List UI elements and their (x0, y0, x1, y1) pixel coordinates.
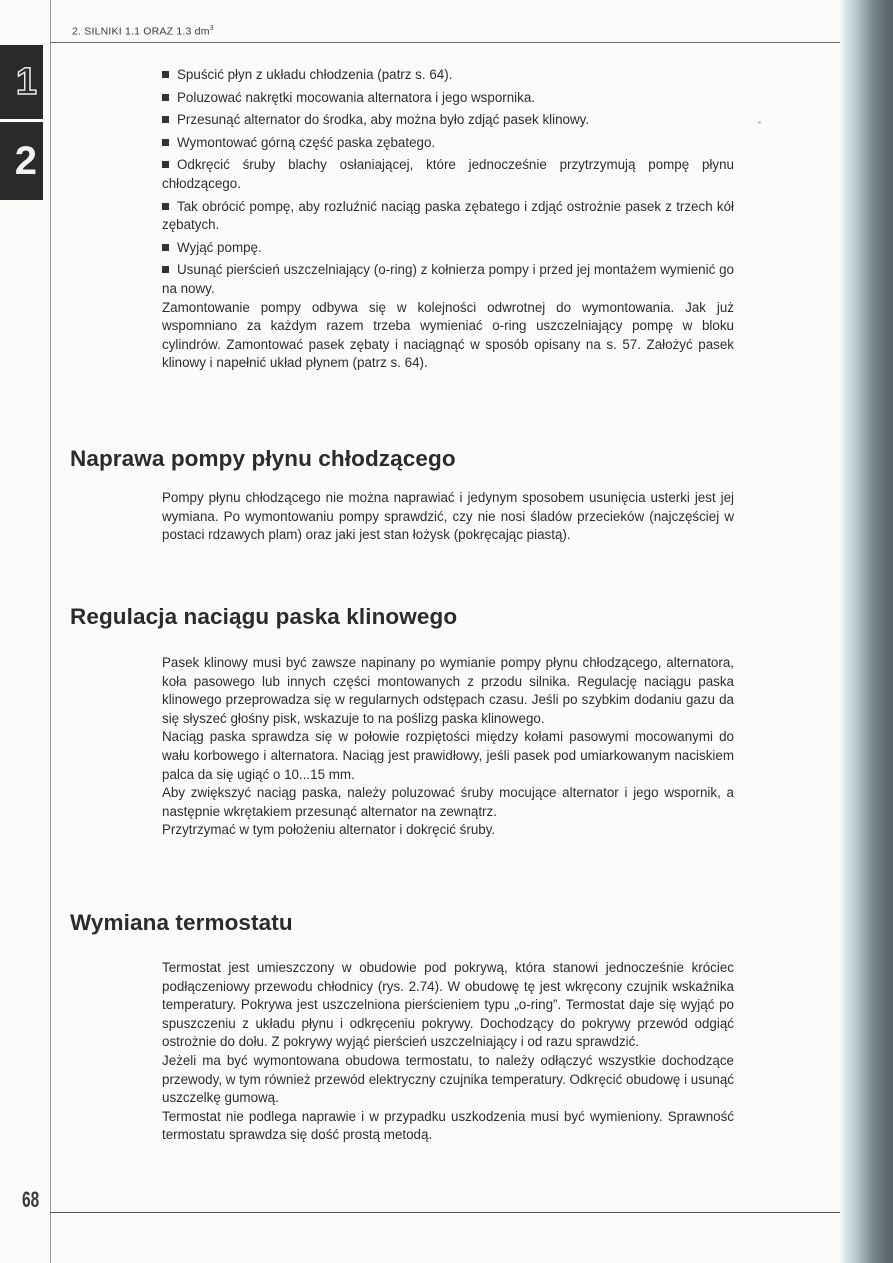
running-title: 2. SILNIKI 1.1 ORAZ 1.3 dm (72, 25, 210, 38)
square-bullet-icon (162, 161, 169, 168)
list-item-text: Usunąć pierścień uszczelniający (o-ring) z kołnierza pompy i przed jej montażem wymienić go na nowy. (162, 262, 734, 296)
list-item (162, 134, 734, 153)
print-speck (758, 121, 761, 124)
section-heading: Wymiana termostatu (70, 910, 293, 935)
paragraph: Naciąg paska sprawdza się w połowie rozpiętości między kołami pasowymi mocowanymi do wału korbowego i alternatora. Naciąg jest prawidłowy, jeśli pasek pod umiarkowanym naciskiem palca da się ugiąć o 10...15 mm. (162, 729, 734, 782)
page-number: 68 (22, 1187, 40, 1212)
list-item (162, 66, 734, 85)
chapter-tab-1 (0, 45, 43, 119)
intro-steps (162, 66, 734, 373)
footer-rule (50, 1212, 840, 1213)
section-heading: Regulacja naciągu paska klinowego (70, 604, 458, 629)
list-item-text: Tak obrócić pompę, aby rozluźnić naciąg paska zębatego i zdjąć ostrożnie pasek z trzech kół zębatych. (162, 198, 734, 233)
list-item (162, 261, 734, 298)
list-item-text: Poluzować nakrętki mocowania alternatora i jego wspornika. (177, 89, 536, 105)
list-item (162, 89, 734, 108)
paragraph: Aby zwiększyć naciąg paska, należy poluzować śruby mocujące alternator i jego wspornik, a następnie wkrętakiem przesunąć alternator na zewnątrz. (162, 785, 734, 819)
list-item-text: Przesunąć alternator do środka, aby można było zdjąć pasek klinowy. (177, 112, 590, 128)
paragraph: Pompy płynu chłodzącego nie można naprawiać i jedynym sposobem usunięcia usterki jest jej wymiana. Po wymontowaniu pompy sprawdzić, czy nie nosi śladów przecieków (najczęściej w postaci rdzawych plam) oraz jaki jest stan łożysk (pokręcając piastą). (162, 490, 734, 543)
book-binding-shadow (840, 0, 893, 1263)
binding-margin-line (50, 0, 51, 1263)
square-bullet-icon (162, 244, 169, 251)
list-item-text: Odkręcić śruby blachy osłaniającej, które jednocześnie przytrzymują pompę płynu chłodzącego. (162, 157, 734, 191)
section-body (162, 959, 734, 1145)
chapter-tab-label: 1 (15, 60, 37, 103)
intro-paragraph: Zamontowanie pompy odbywa się w kolejności odwrotnej do wymontowania. Jak już wspomniano za każdym razem trzeba wymieniać o-ring uszczelniający pompę w bloku cylindrów. Zamontować pasek zębaty i naciągnąć w sposób opisany na s. 57. Założyć pasek klinowy i napełnić układ płynem (patrz s. 64). (162, 299, 734, 371)
paragraph: Przytrzymać w tym położeniu alternator i dokręcić śruby. (162, 822, 496, 838)
paragraph: Termostat jest umieszczony w obudowie pod pokrywą, która stanowi jednocześnie króciec podłączeniowy przewodu chłodnicy (rys. 2.74). W obudowę tę jest wkręcony czujnik wskaźnika temperatury. Pokrywa jest uszczelniona pierścieniem typu „o-ring”. Termostat daje się wyjąć po spuszczeniu z układu płynu i odkręceniu pokrywy. Dochodzący do pokrywy przewód odgiąć ostrożnie do dołu. Z pokrywy wyjąć pierścień uszczelniający i od razu sprawdzić. (162, 960, 734, 1050)
paragraph: Termostat nie podlega naprawie i w przypadku uszkodzenia musi być wymieniony. Sprawność termostatu sprawdza się dość prostą metodą. (162, 1108, 734, 1143)
list-item-text: Wymontować górną część paska zębatego. (177, 134, 436, 150)
list-item (162, 198, 734, 235)
section-body (162, 654, 734, 840)
list-item (162, 111, 734, 130)
list-item-text: Spuścić płyn z układu chłodzenia (patrz s. 64). (177, 67, 453, 82)
square-bullet-icon (162, 139, 169, 146)
header-rule (50, 42, 840, 43)
running-header (72, 25, 214, 38)
square-bullet-icon (162, 116, 169, 123)
section-heading: Naprawa pompy płynu chłodzącego (70, 446, 456, 471)
paragraph: Jeżeli ma być wymontowana obudowa termostatu, to należy odłączyć wszystkie dochodzące przewody, w tym również przewód elektryczny czujnika temperatury. Odkręcić obudowę i usunąć uszczelkę gumową. (162, 1052, 734, 1106)
square-bullet-icon (162, 94, 169, 101)
chapter-tab-2 (0, 122, 43, 200)
chapter-tab-label: 2 (14, 138, 37, 183)
list-item-text: Wyjąć pompę. (177, 239, 262, 255)
square-bullet-icon (162, 203, 169, 210)
square-bullet-icon (162, 266, 169, 273)
list-item (162, 156, 734, 193)
paragraph: Pasek klinowy musi być zawsze napinany po wymianie pompy płynu chłodzącego, alternatora, koła pasowego lub innych części montowanych z przodu silnika. Regulację naciągu paska klinowego przeprowadza się w regularnych odstępach czasu. Jeśli po szybkim dodaniu gazu da się słyszeć głośny pisk, wskazuje to na poślizg paska klinowego. (162, 655, 734, 726)
square-bullet-icon (162, 71, 169, 78)
section-body (162, 489, 734, 545)
running-title-superscript: 3 (209, 25, 214, 32)
list-item (162, 239, 734, 258)
